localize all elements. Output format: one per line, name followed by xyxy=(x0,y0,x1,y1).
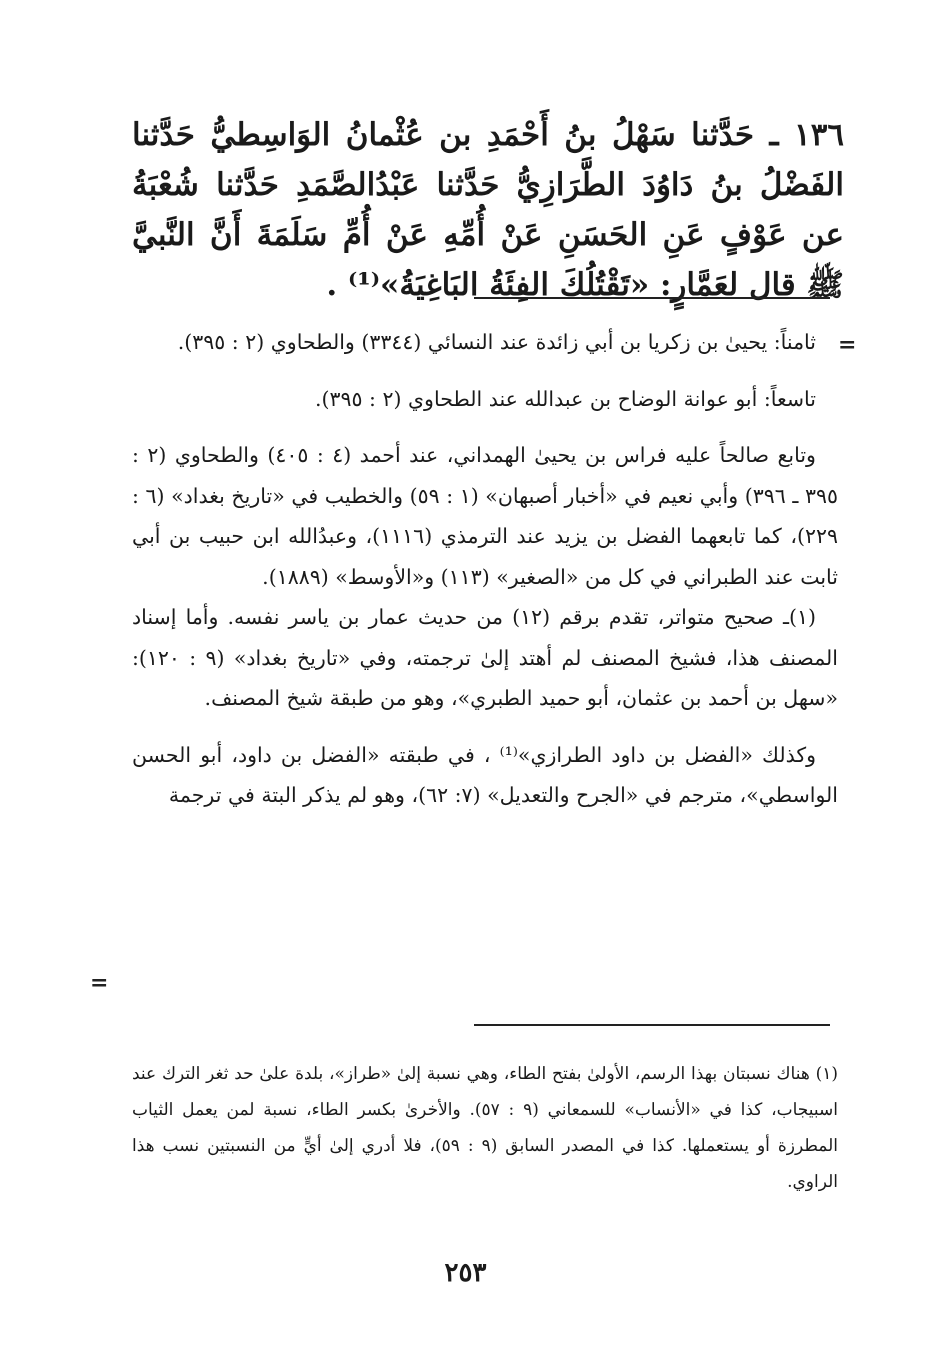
hadith-text: ١٣٦ ـ حَدَّثنا سَهْلُ بنُ أَحْمَدِ بن عُثْمانُ الوَاسِطيُّ حَدَّثنا الفَضْلُ بنُ دَاوُدَ الطَّرَازِيُّ حَدَّثنا عَبْدُالصَّمَدِ حَدَّثنا شُعْبَةُ عن عَوْفٍ عَنِ الحَسَنِ عَنْ أُمِّهِ عَنْ أُمِّ سَلَمَةَ أَنَّ النَّبيَّ ﷺ قال لعَمَّارٍ: «تَقْتُلُكَ الفِئَةُ البَاغِيَةُ»⁽¹⁾ . xyxy=(132,117,844,303)
footnote-block xyxy=(132,1056,838,1200)
footnote-rule xyxy=(474,1024,830,1026)
footnote-text: (١) هناك نسبتان بهذا الرسم، الأولىٰ بفتح الطاء، وهي نسبة إلىٰ «طراز»، بلدة علىٰ حد ثغر الترك عند اسبيجاب، كذا في «الأنساب» للسمعاني (٩ : ٥٧). والأخرىٰ بكسر الطاء، نسبة لمن يعمل الثياب المطرزة أو يستعملها. كذا في المصدر السابق (٩ : ٥٩)، فلا أدري إلىٰ أيٍّ من النسبتين نسب هذا الراوي. xyxy=(132,1064,839,1192)
page-number: ٢٥٣ xyxy=(444,1258,487,1288)
commentary-block xyxy=(132,322,838,816)
commentary-paragraph: ثامناً: يحيىٰ بن زكريا بن أبي زائدة عند النسائي (٣٣٤٤) والطحاوي (٢ : ٣٩٥). xyxy=(177,330,816,354)
commentary-paragraph: وكذلك «الفضل بن داود الطرازي»⁽¹⁾ ، في طبقته «الفضل بن داود، أبو الحسن الواسطي»، مترجم في «الجرح والتعديل» (٧: ٦٢)، وهو لم يذكر البتة في ترجمة xyxy=(132,742,838,807)
continuation-mark-top: = xyxy=(838,332,857,358)
commentary-paragraph: (١)ـ صحيح متواتر، تقدم برقم (١٢) من حديث عمار بن ياسر نفسه. وأما إسناد المصنف هذا، فشيخ المصنف لم أهتد إلىٰ ترجمته، وفي «تاريخ بغداد» (٩ : ١٢٠): «سهل بن أحمد بن عثمان، أبو حميد الطبري»، وهو من طبقة شيخ المصنف. xyxy=(132,605,838,710)
commentary-paragraph: وتابع صالحاً عليه فراس بن يحيىٰ الهمداني، عند أحمد (٤ : ٤٠٥) والطحاوي (٢ : ٣٩٥ ـ ٣٩٦) وأبي نعيم في «أخبار أصبهان» (١ : ٥٩) والخطيب في «تاريخ بغداد» (٦ : ٢٢٩)، كما تابعهما الفضل بن يزيد عند الترمذي (١١١٦)، وعبدُالله ابن حبيب بن أبي ثابت عند الطبراني في كل من «الصغير» (١١٣) و«الأوسط» (١٨٨٩). xyxy=(132,443,838,589)
separator-rule xyxy=(474,297,830,299)
continuation-mark-bottom: = xyxy=(90,970,109,996)
commentary-paragraph: تاسعاً: أبو عوانة الوضاح بن عبدالله عند الطحاوي (٢ : ٣٩٥). xyxy=(314,386,816,411)
